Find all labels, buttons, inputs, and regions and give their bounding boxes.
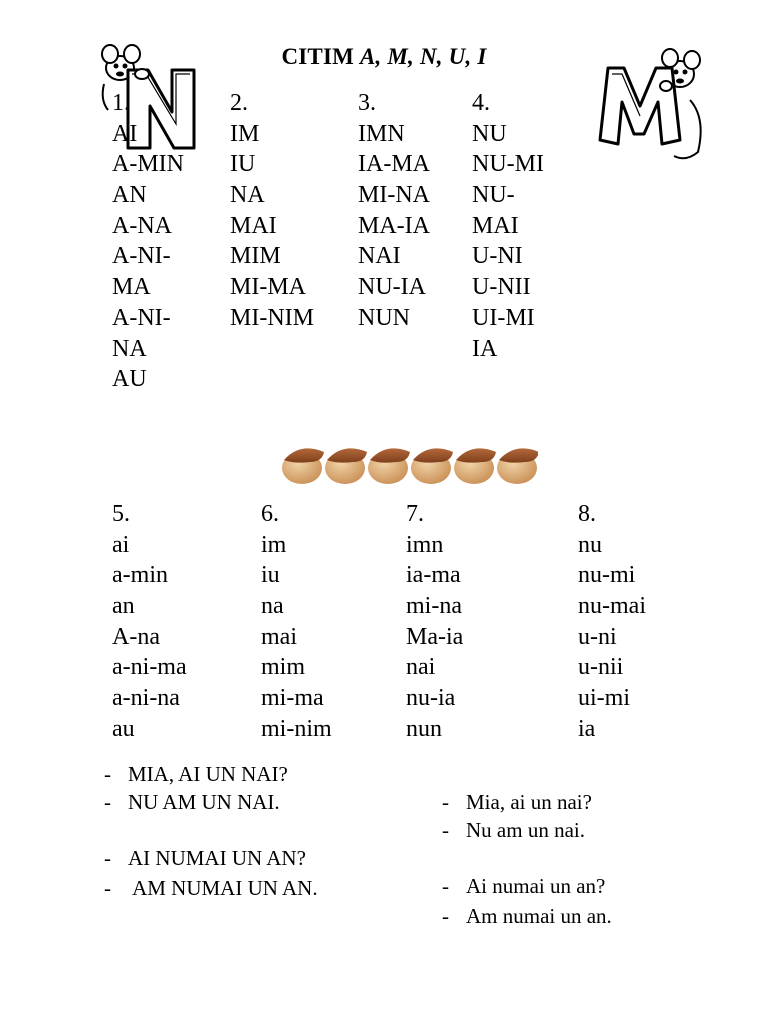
dialog-text: Nu am un nai. — [466, 818, 585, 842]
word: IM — [230, 120, 260, 147]
word: mim — [261, 654, 306, 681]
word-column-7 — [406, 499, 463, 745]
word: ai — [112, 531, 130, 558]
word: Ma-ia — [406, 623, 464, 650]
word: A-MIN — [112, 151, 184, 178]
word: ui-mi — [578, 685, 630, 712]
word: u-ni — [578, 623, 617, 650]
word: na — [261, 593, 284, 620]
word: IU — [230, 151, 256, 178]
column-number: 8. — [578, 501, 596, 527]
dialog-text: AM NUMAI UN AN. — [128, 876, 318, 900]
word: MI-NIM — [230, 304, 314, 331]
dialog-text: MIA, AI UN NAI? — [128, 762, 288, 786]
word: mai — [261, 623, 297, 650]
column-number: 7. — [406, 501, 424, 527]
acorn-icon — [282, 448, 324, 484]
dialog-line — [104, 762, 288, 787]
acorn-icon — [411, 448, 453, 484]
word: mi-nim — [261, 715, 332, 742]
word: NAI — [358, 243, 401, 270]
word: MA-IA — [358, 212, 430, 239]
word: A-na — [112, 623, 160, 650]
word: MIM — [230, 243, 281, 270]
dialog-text: Mia, ai un nai? — [466, 790, 592, 814]
word: A-NA — [112, 212, 172, 239]
word: a-ni-na — [112, 685, 180, 712]
dialog-dash: - — [104, 846, 111, 870]
word: NU- — [472, 182, 515, 209]
dialog-dash: - — [104, 876, 111, 900]
word: MI-MA — [230, 274, 306, 301]
dialog-line — [442, 818, 585, 843]
word: IA — [472, 335, 498, 362]
acorn-icon — [325, 448, 367, 484]
word: mi-na — [406, 593, 462, 620]
word: a-ni-ma — [112, 654, 187, 681]
word: AN — [112, 182, 147, 209]
word: mi-ma — [261, 685, 324, 712]
word: UI-MI — [472, 304, 535, 331]
title-letters: A, M, N, U, I — [359, 44, 487, 69]
word: MAI — [230, 212, 277, 239]
word: MAI — [472, 212, 519, 239]
word: iu — [261, 562, 280, 589]
dialog-text: Am numai un an. — [466, 904, 612, 928]
word-column-8 — [578, 499, 646, 745]
word: NU-IA — [358, 274, 426, 301]
dialog-line — [442, 790, 592, 815]
word: au — [112, 715, 135, 742]
word: ia-ma — [406, 562, 461, 589]
word: MI-NA — [358, 182, 430, 209]
word: nu-ia — [406, 685, 456, 712]
word: U-NII — [472, 274, 531, 301]
word: a-min — [112, 562, 168, 589]
word: NA — [230, 182, 265, 209]
word: nai — [406, 654, 436, 681]
word: A-NI- — [112, 243, 171, 270]
word: u-nii — [578, 654, 624, 681]
letter-m-mouse-icon — [594, 40, 712, 168]
word: MA — [112, 274, 151, 301]
word: ia — [578, 715, 596, 742]
title-prefix: CITIM — [281, 44, 360, 69]
dialog-text: Ai numai un an? — [466, 874, 606, 898]
word: U-NI — [472, 243, 523, 270]
word: AI — [112, 120, 138, 147]
word-column-3 — [358, 88, 430, 334]
acorn-icon — [368, 448, 410, 484]
word: nun — [406, 715, 442, 742]
dialog-dash: - — [442, 904, 449, 928]
dialog-dash: - — [442, 790, 449, 814]
word: NU-MI — [472, 151, 544, 178]
column-number: 1. — [112, 90, 130, 116]
word: IA-MA — [358, 151, 430, 178]
word-column-2 — [230, 88, 314, 334]
dialog-line — [104, 876, 318, 901]
word: NUN — [358, 304, 410, 331]
dialog-line — [104, 790, 280, 815]
word-column-6 — [261, 499, 332, 745]
dialog-line — [104, 846, 306, 871]
dialog-dash: - — [104, 762, 111, 786]
acorn-divider — [280, 440, 538, 486]
acorn-icon — [497, 448, 538, 484]
word: nu-mai — [578, 593, 646, 620]
word: NU — [472, 120, 507, 147]
word: A-NI- — [112, 304, 171, 331]
word-column-1 — [112, 88, 184, 395]
dialog-text: NU AM UN NAI. — [128, 790, 280, 814]
word-column-4 — [472, 88, 544, 364]
word: an — [112, 593, 135, 620]
word: nu — [578, 531, 602, 558]
word: imn — [406, 531, 444, 558]
dialog-dash: - — [442, 874, 449, 898]
word: NA — [112, 335, 147, 362]
dialog-line — [442, 874, 605, 899]
column-number: 4. — [472, 90, 490, 116]
column-number: 3. — [358, 90, 376, 116]
column-number: 6. — [261, 501, 279, 527]
dialog-line — [442, 904, 612, 929]
column-number: 2. — [230, 90, 248, 116]
word-column-5 — [112, 499, 187, 745]
dialog-dash: - — [104, 790, 111, 814]
column-number: 5. — [112, 501, 130, 527]
word: AU — [112, 366, 147, 393]
word: im — [261, 531, 287, 558]
word: nu-mi — [578, 562, 636, 589]
dialog-text: AI NUMAI UN AN? — [128, 846, 306, 870]
acorn-icon — [454, 448, 496, 484]
dialog-dash: - — [442, 818, 449, 842]
word: IMN — [358, 120, 405, 147]
